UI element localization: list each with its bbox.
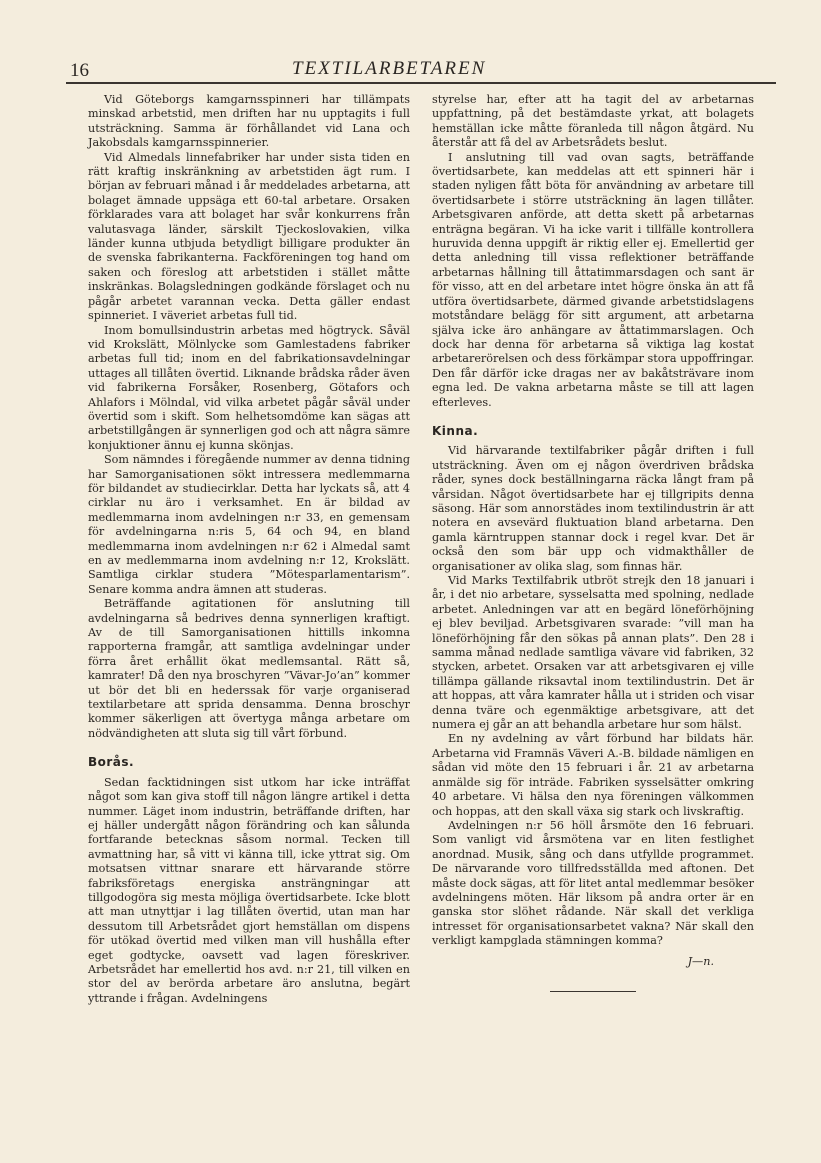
author-signature: J—n. xyxy=(687,954,714,968)
paragraph: Som nämndes i föregående nummer av denna tidning har Samorganisationen sökt intressera medlemmarna för bildandet av studiecirklar. Detta har lyckats så, att 4 cirklar nu äro i verksamhet. En är bildad av medlemmarna inom avdelningen n:r 33, en gemensam för avdelningarna n:ris 5, 64 och 94, en bland medlemmarna inom avdelningen n:r 62 i Almedal samt en av medlemmarna inom avdelning n:r 12, Krokslätt. Samtliga cirklar studera ”Mötesparlamentarism”. Senare komma andra ämnen att studeras. xyxy=(88,453,410,596)
end-rule xyxy=(550,991,636,992)
section-heading-boras: Borås. xyxy=(88,755,135,770)
paragraph: Vid Marks Textilfabrik utbröt strejk den 18 januari i år, i det nio arbetare, sysselsatta med spolning, nedlade arbetet. Anledningen var att en begärd löneförhöjning ej blev beviljad. Arbetsgivaren svarade: ”vill man ha löneförhöjning får den sökas på annan plats”. Den 28 i samma månad nedlade samtliga vävare vid fabriken, 32 stycken, arbetet. Orsaken var att arbetsgivaren ej ville tillämpa gällande riksavtal inom textilindustrin. Det är att hoppas, att våra kamrater hålla ut i striden och visar denna tväre och egenmäktige arbetsgivare, att det numera ej går an att behandla arbetare hur som hälst. xyxy=(432,574,754,732)
paragraph: Vid Göteborgs kamgarnsspinneri har tillämpats minskad arbetstid, men driften har nu upptagits i full utsträckning. Samma är förhållandet vid Lana och Jakobsdals kamgarnsspinnerier. xyxy=(88,93,410,150)
paragraph: styrelse har, efter att ha tagit del av arbetarnas uppfattning, på det bestämdaste yrkat, att bolagets hemställan icke måtte föranleda till någon åtgärd. Nu återstår att få del av Arbetsrådets beslut. xyxy=(432,93,754,150)
section-heading-kinna: Kinna. xyxy=(432,423,479,438)
paragraph: Vid härvarande textilfabriker pågår driften i full utsträckning. Även om ej någon överdriven brådska råder, synes dock beställningarna räcka långt fram på vårsidan. Något övertidsarbete har ej tillgripits denna säsong. Här som annorstädes inom textilindustrin är att notera en avsevärd fluktuation bland arbetarna. Den gamla kärntruppen stannar dock i regel kvar. Det är också den som bär upp och vidmakthåller de organisationer av olika slag, som finnas här. xyxy=(432,444,754,573)
page-number: 16 xyxy=(70,60,89,81)
paragraph: I anslutning till vad ovan sagts, beträffande övertidsarbete, kan meddelas att ett spinneri här i staden nyligen fått böta för användning av arbetare till övertidsarbete i större utsträckning än lagen tillåter. Arbetsgivaren anförde, att detta skett på arbetarnas enträgna begäran. Vi ha icke varit i tillfälle kontrollera huruvida denna uppgift är riktig eller ej. Emellertid ger detta anledning till vissa reflektioner beträffande arbetarnas hållning till åttatimmarsdagen och sant är för visso, att en del arbetare intet högre önska än att få utföra övertidsarbete, därmed givande arbetstidslagens motståndare belägg för sitt argument, att arbetarna själva icke äro anhängare av åttatimmarslagen. Och dock har denna för arbetarna så viktiga lag kostat arbetarerörelsen och dess förkämpar stora uppoffringar. Den får därför icke dragas ner av bakåtsträvare inom egna led. De vakna arbetarna måste se till att lagen efterleves. xyxy=(432,150,754,409)
publication-title: TEXTILARBETAREN xyxy=(292,58,487,79)
left-column xyxy=(88,93,410,1006)
paragraph: En ny avdelning av vårt förbund har bildats här. Arbetarna vid Framnäs Väveri A.-B. bildade nämligen en sådan vid möte den 15 februari i år. 21 av arbetarna anmälde sig för inträde. Fabriken sysselsätter omkring 40 arbetare. Vi hälsa den nya föreningen välkommen och hoppas, att den skall växa sig stark och livskraftig. xyxy=(432,732,754,818)
paragraph: Inom bomullsindustrin arbetas med högtryck. Såväl vid Krokslätt, Mölnlycke som Gamlestadens fabriker arbetas full tid; inom en del fabrikationsavdelningar uttages all tillåten övertid. Liknande brådska råder även vid fabrikerna Forsåker, Rosenberg, Götafors och Ahlafors i Mölndal, vid vilka arbetet pågår såväl under övertid som i skift. Som helhetsomdöme kan sägas att arbetstillgången är synnerligen god och att några sämre konjuktioner ännu ej kunna skönjas. xyxy=(88,323,410,452)
right-column xyxy=(432,93,754,992)
paragraph: Beträffande agitationen för anslutning till avdelningarna så bedrives denna synnerligen kraftigt. Av de till Samorganisationen hittills inkomna rapporterna framgår, att samtliga avdelningar under förra året erhållit ökat medlemsantal. Rätt så, kamrater! Då den nya broschyren ”Vävar-Jo’an” kommer ut bör det bli en hederssak för varje organiserad textilarbetare att sprida densamma. Denna broschyr kommer säkerligen att övertyga många arbetare om nödvändigheten att sluta sig till vårt förbund. xyxy=(88,597,410,740)
paragraph: Avdelningen n:r 56 höll årsmöte den 16 februari. Som vanligt vid årsmötena var en liten festlighet anordnad. Musik, sång och dans utfyllde programmet. De närvarande voro tillfredsställda med aftonen. Det måste dock sägas, att för litet antal medlemmar besöker avdelningens möten. Här liksom på andra orter är en ganska stor slöhet rådande. När skall det verkliga intresset för organisationsarbetet vakna? När skall den verkligt kampglada stämningen komma? xyxy=(432,818,754,948)
paragraph: Sedan facktidningen sist utkom har icke inträffat något som kan giva stoff till någon längre artikel i detta nummer. Läget inom industrin, beträffande driften, har ej häller undergått någon förändring och kan sålunda fortfarande betecknas såsom normal. Tecken till avmattning har, så vitt vi känna till, icke yttrat sig. Om motsatsen vittnar snarare ett härvarande större fabriksföretags energiska ansträngningar att tillgodogöra sig mesta möjliga övertidsarbete. Icke blott att man utnyttjar i lag tillåten övertid, utan man har dessutom till Arbetsrådet gjort hemställan om dispens för utökad övertid med vilken man vill hushålla efter eget godtycke, oavsett vad lagen föreskriver. Arbetsrådet har emellertid hos avd. n:r 21, till vilken en stor del av berörda arbetare äro anslutna, begärt yttrande i frågan. Avdelningens xyxy=(88,775,410,1005)
header-rule xyxy=(66,82,776,84)
paragraph: Vid Almedals linnefabriker har under sista tiden en rätt kraftig inskränkning av arbetstiden ägt rum. I början av februari månad i år meddelades arbetarna, att bolaget ämnade uppsäga ett 60-tal arbetare. Orsaken förklarades vara att bolaget har svår konkurrens från valutasvaga länder, särskilt Tjeckoslovakien, vilka länder kunna utbjuda betydligt billigare produkter än de svenska fabrikanterna. Fackföreningen tog hand om saken och föreslog att arbetstiden i stället måtte inskränkas. Bolagsledningen godkände förslaget och nu pågår arbetet varannan vecka. Detta gäller endast spinneriet. I väveriet arbetas full tid. xyxy=(88,150,410,323)
